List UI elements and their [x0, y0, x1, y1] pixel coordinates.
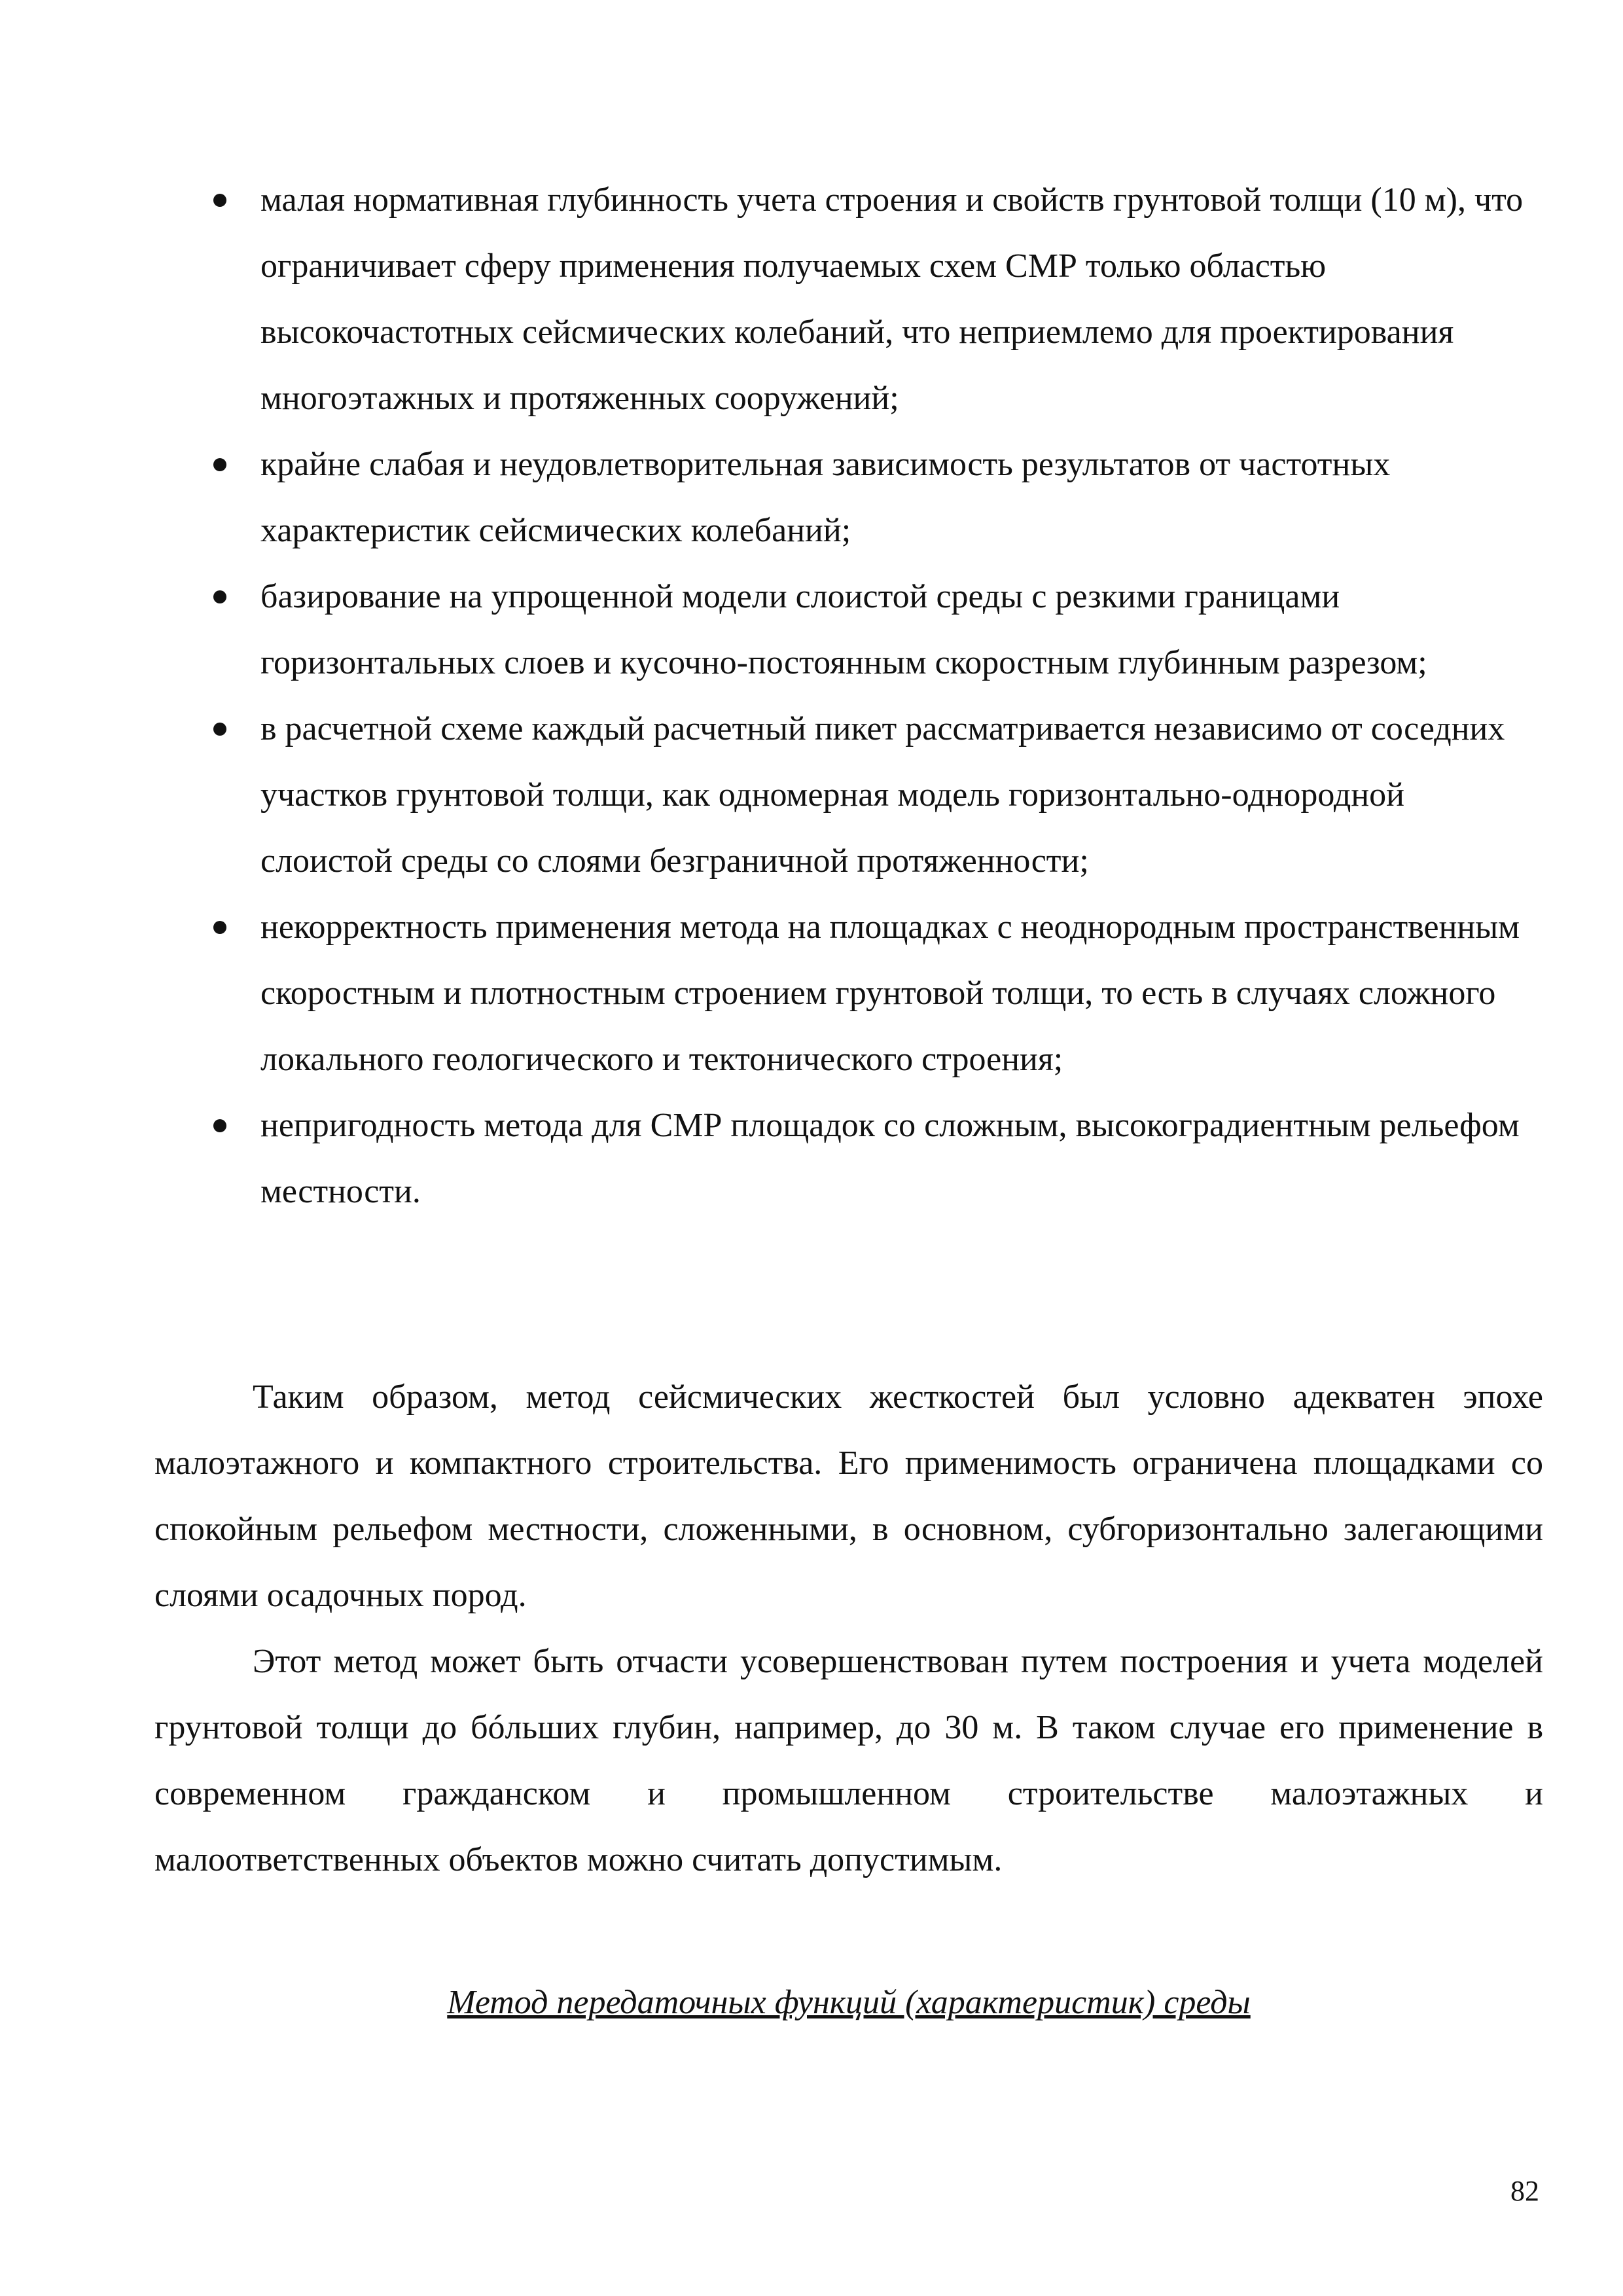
bullet-icon [213, 590, 226, 603]
bullet-icon [213, 1119, 226, 1132]
paragraph-conclusion: Таким образом, метод сейсмических жесткостей был условно адекватен эпохе малоэтажного и компактного строительства. Его применимость ограничена площадками со спокойным рельефом местности, сложенными, в основном, субгоризонтально залегающими слоями осадочных пород. [154, 1378, 1543, 1614]
list-item [156, 894, 1543, 1092]
bullet-icon [213, 921, 226, 934]
list-item-text: непригодность метода для СМР площадок со сложным, высокоградиентным рельефом местности. [260, 1107, 1520, 1210]
section-heading: Метод передаточных функций (характеристик) среды [447, 1984, 1251, 2021]
list-item [156, 696, 1543, 894]
list-item-text: базирование на упрощенной модели слоистой среды с резкими границами горизонтальных слоев и кусочно-постоянным скоростным глубинным разрезом; [260, 578, 1427, 681]
list-item-text: малая нормативная глубинность учета строения и свойств грунтовой толщи (10 м), что ограничивает сферу применения получаемых схем СМР только областью высокочастотных сейсмических колебаний, что неприемлемо для проектирования многоэтажных и протяженных сооружений; [260, 181, 1524, 417]
bullet-icon [213, 723, 226, 736]
limitations-list [156, 167, 1543, 1225]
list-item-text: крайне слабая и неудовлетворительная зависимость результатов от частотных характеристик сейсмических колебаний; [260, 446, 1391, 549]
bullet-icon [213, 458, 226, 471]
list-item [156, 564, 1543, 696]
list-item [156, 431, 1543, 564]
list-item [156, 1092, 1543, 1225]
page-number: 82 [1510, 2175, 1539, 2207]
paragraph-improvement: Этот метод может быть отчасти усовершенствован путем построения и учета моделей грунтовой толщи до бóльших глубин, например, до 30 м. В таком случае его применение в современном гражданском и промышленном строительстве малоэтажных и малоответственных объектов можно считать допустимым. [154, 1643, 1543, 1878]
body-text [154, 1364, 1543, 1893]
bullet-icon [213, 194, 226, 207]
list-item-text: некорректность применения метода на площадках с неоднородным пространственным скоростным и плотностным строением грунтовой толщи, то есть в случаях сложного локального геологического и тектонического строения; [260, 908, 1520, 1078]
list-item [156, 167, 1543, 431]
list-item-text: в расчетной схеме каждый расчетный пикет рассматривается независимо от соседних участков грунтовой толщи, как одномерная модель горизонтально-однородной слоистой среды со слоями безграничной протяженности; [260, 710, 1505, 880]
